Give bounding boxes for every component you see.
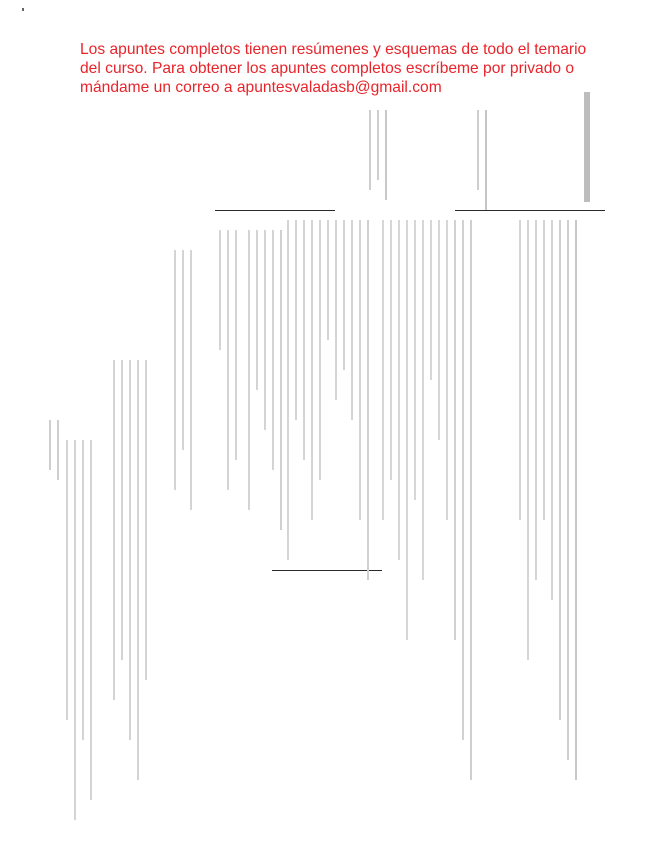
promo-banner — [80, 40, 620, 97]
scan-column — [168, 250, 195, 510]
scan-column — [363, 110, 390, 200]
scan-column — [242, 230, 285, 530]
scan-column — [513, 220, 580, 780]
promo-line-3: mándame un correo a apuntesvaladasb@gmail.com — [80, 79, 442, 96]
promo-line-2: del curso. Para obtener los apuntes completos escríbeme por privado o — [80, 60, 575, 77]
promo-line-1: Los apuntes completos tienen resúmenes y esquemas de todo el temario — [80, 41, 587, 58]
scan-column — [582, 92, 592, 202]
scan-column — [471, 110, 490, 210]
scan-column — [213, 230, 240, 490]
scan-column — [60, 440, 95, 820]
scan-column — [281, 220, 372, 580]
scan-column — [107, 360, 150, 780]
divider-rule — [215, 210, 335, 211]
scan-column — [43, 420, 62, 480]
scan-column — [376, 220, 475, 780]
divider-rule — [455, 210, 605, 211]
